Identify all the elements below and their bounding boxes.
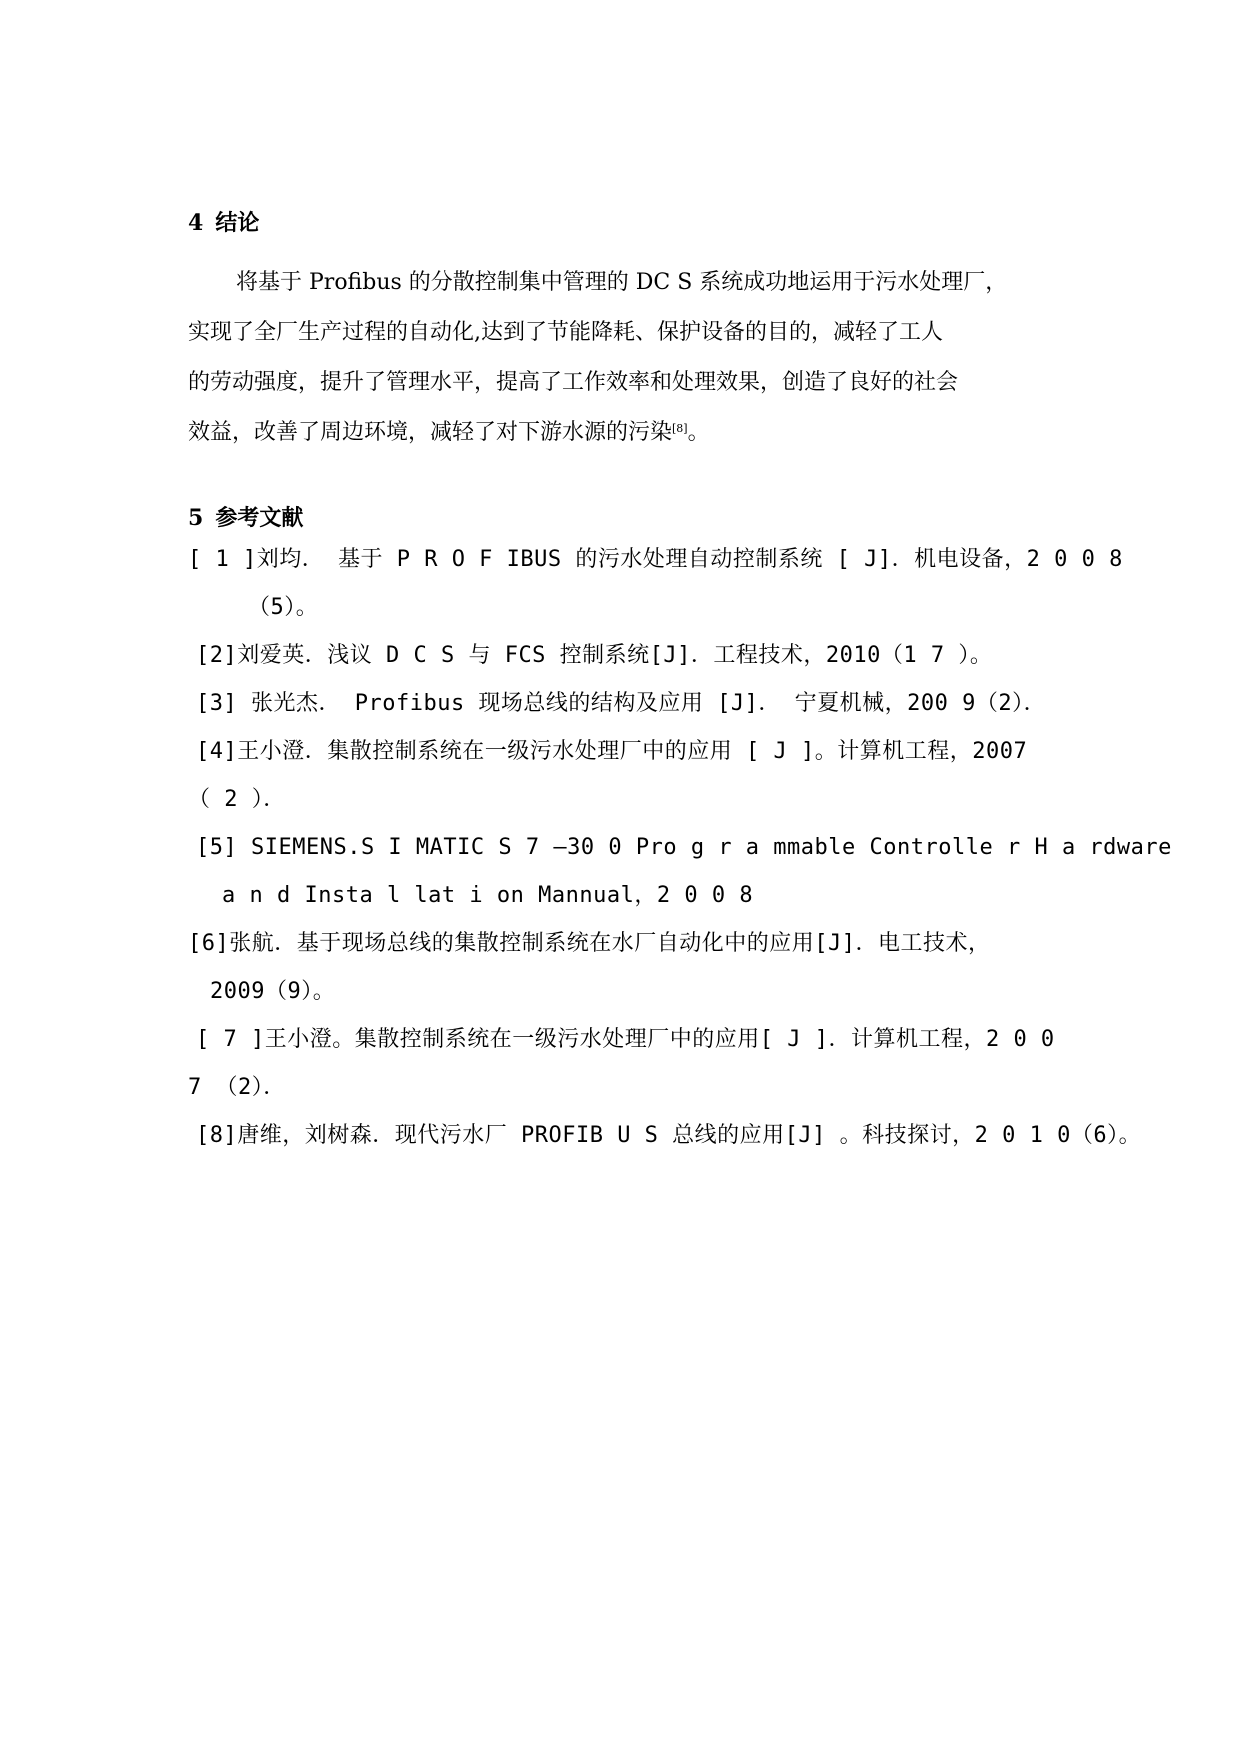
section-heading-conclusion — [188, 208, 259, 238]
paragraph-line: 实现了全厂生产过程的自动化,达到了节能降耗、保护设备的目的，减轻了工人 — [188, 320, 943, 345]
conclusion-paragraph — [188, 258, 1068, 458]
section-title: 结论 — [215, 210, 260, 236]
section-number: 5 — [188, 505, 204, 531]
reference-line: [4]王小澄．集散控制系统在一级污水处理厂中的应用 [ J ]。计算机工程，2007 — [196, 739, 1028, 764]
paragraph-end-punct: 。 — [687, 420, 710, 445]
reference-line: （5）。 — [248, 595, 319, 620]
reference-line: 7 （2）． — [188, 1075, 286, 1100]
reference-line: 2009（9）。 — [210, 979, 336, 1004]
paragraph-line-last — [188, 408, 1068, 458]
reference-line: [5] SIEMENS.S I MATIC S 7 —30 0 Pro g r a mmable Controlle r H a rdware — [196, 835, 1172, 860]
reference-line: （ 2 ）． — [188, 787, 286, 812]
paragraph-line-text: 效益，改善了周边环境，减轻了对下游水源的污染 — [188, 420, 673, 445]
section-number: 4 — [188, 210, 204, 236]
reference-line: [ 7 ]王小澄。集散控制系统在一级污水处理厂中的应用[ J ]．计算机工程，2 0 0 — [196, 1027, 1055, 1052]
reference-line: [8]唐维，刘树森．现代污水厂 PROFIB U S 总线的应用[J] 。科技探讨，2 0 1 0（6）。 — [196, 1123, 1142, 1148]
reference-line: [ 1 ]刘均． 基于 P R O F IBUS 的污水处理自动控制系统 [ J]．机电设备，2 0 0 8 — [188, 547, 1123, 572]
section-title: 参考文献 — [215, 505, 304, 531]
paragraph-line: 将基于 Profibus 的分散控制集中管理的 DC S 系统成功地运用于污水处理厂， — [236, 270, 1008, 295]
reference-line: [2]刘爱英．浅议 D C S 与 FCS 控制系统[J]．工程技术，2010（1 7 ）。 — [196, 643, 993, 668]
section-heading-references — [188, 503, 303, 533]
paragraph-line: 的劳动强度，提升了管理水平，提高了工作效率和处理效果，创造了良好的社会 — [188, 370, 959, 395]
reference-line: [3] 张光杰． Profibus 现场总线的结构及应用 [J]． 宁夏机械，200 9（2）． — [196, 691, 1047, 716]
citation-mark: [8] — [672, 422, 688, 435]
reference-line: [6]张航．基于现场总线的集散控制系统在水厂自动化中的应用[J]．电工技术， — [188, 931, 991, 956]
reference-line: a n d Insta l lat i on Mannual，2 0 0 8 — [222, 883, 754, 908]
